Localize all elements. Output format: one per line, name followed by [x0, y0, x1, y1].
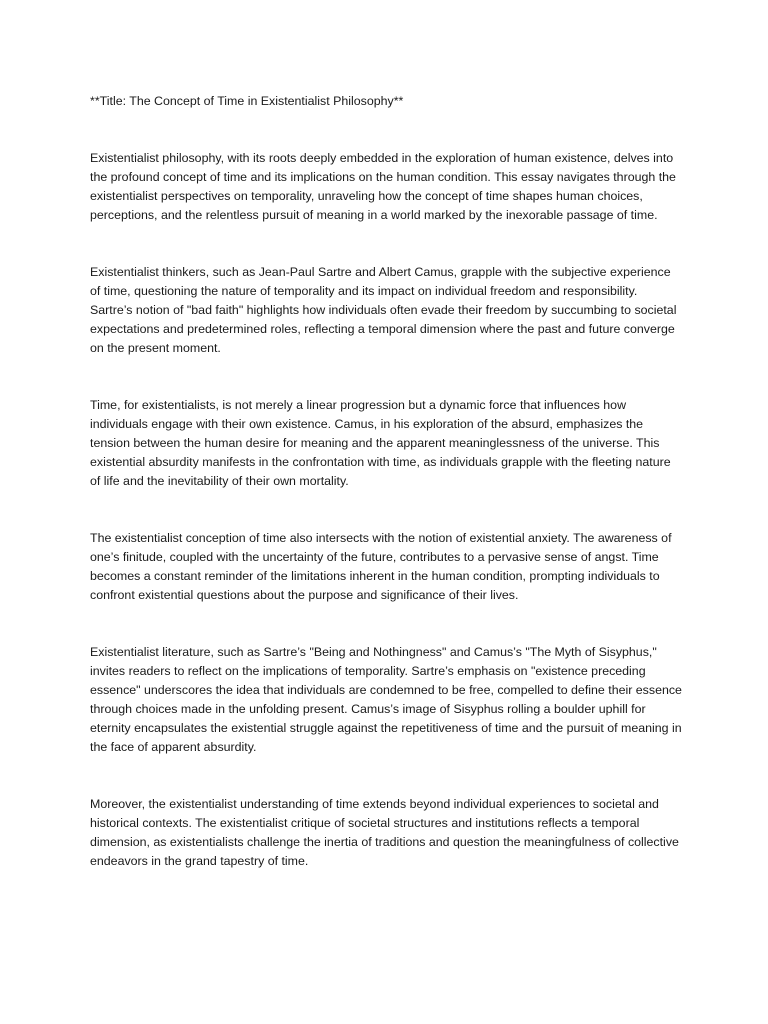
paragraph-4: The existentialist conception of time also intersects with the notion of existential anxiety. The awareness of one’s finitude, coupled with the uncertainty of the future, contributes to a pervasive sense of angst. Time becomes a constant reminder of the limitations inherent in the human condition, prompting individuals to confront existential questions about the purpose and significance of their lives.: [90, 531, 672, 602]
paragraph-5: Existentialist literature, such as Sartre’s "Being and Nothingness" and Camus’s "The Myth of Sisyphus," invites readers to reflect on the implications of temporality. Sartre’s emphasis on "existence preceding essence" underscores the idea that individuals are condemned to be free, compelled to define their essence through choices made in the unfolding present. Camus’s image of Sisyphus rolling a boulder uphill for eternity encapsulates the existential struggle against the repetitiveness of time and the pursuit of meaning in the face of apparent absurdity.: [90, 645, 682, 754]
paragraph-1: Existentialist philosophy, with its roots deeply embedded in the exploration of human existence, delves into the profound concept of time and its implications on the human condition. This essay navigates through the existentialist perspectives on temporality, unraveling how the concept of time shapes human choices, perceptions, and the relentless pursuit of meaning in a world marked by the inexorable passage of time.: [90, 151, 676, 222]
document-title: **Title: The Concept of Time in Existentialist Philosophy**: [90, 94, 404, 108]
paragraph-3: Time, for existentialists, is not merely a linear progression but a dynamic force that influences how individuals engage with their own existence. Camus, in his exploration of the absurd, emphasizes the tension between the human desire for meaning and the apparent meaninglessness of the universe. This existential absurdity manifests in the confrontation with time, as individuals grapple with the fleeting nature of life and the inevitability of their own mortality.: [90, 398, 671, 488]
document-body: [90, 92, 682, 871]
paragraph-2: Existentialist thinkers, such as Jean-Paul Sartre and Albert Camus, grapple with the subjective experience of time, questioning the nature of temporality and its impact on individual freedom and responsibility. Sartre’s notion of "bad faith" highlights how individuals often evade their freedom by succumbing to societal expectations and predetermined roles, reflecting a temporal dimension where the past and future converge on the present moment.: [90, 265, 677, 355]
paragraph-6: Moreover, the existentialist understanding of time extends beyond individual experiences to societal and historical contexts. The existentialist critique of societal structures and institutions reflects a temporal dimension, as existentialists challenge the inertia of traditions and question the meaningfulness of collective endeavors in the grand tapestry of time.: [90, 797, 679, 868]
